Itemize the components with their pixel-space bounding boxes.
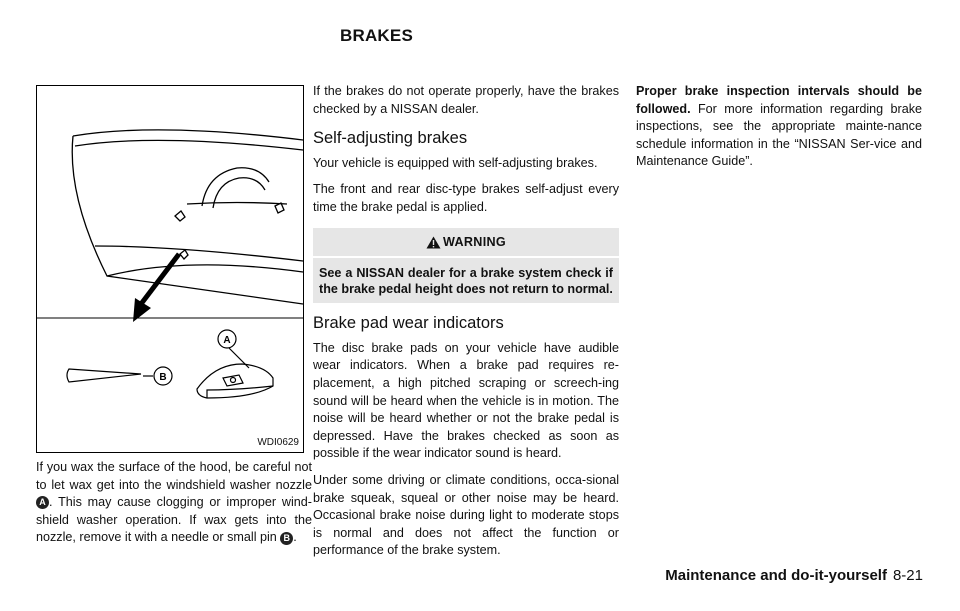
- column-2: [313, 83, 619, 569]
- warning-text: See a NISSAN dealer for a brake system check if the brake pedal height does not return to normal.: [313, 258, 619, 303]
- self-adjusting-paragraph-1: Your vehicle is equipped with self-adjusting brakes.: [313, 155, 598, 170]
- heading-pad-wear: Brake pad wear indicators: [313, 314, 504, 333]
- page-footer: [665, 567, 923, 584]
- inspection-lead: Proper brake inspection intervals should be followed.: [636, 84, 922, 116]
- hood-wax-paragraph: If you wax the surface of the hood, be careful not to let wax get into the windshield washer nozzle A . This may cause clogging or improper wind-shield washer operation. If wax gets into the nozzle, remove it with a needle or small pin B .: [36, 460, 312, 545]
- warning-box: [313, 228, 619, 304]
- chapter-title: Maintenance and do-it-yourself: [665, 567, 887, 584]
- hood-outline: [72, 136, 303, 304]
- pad-wear-paragraph-2: Under some driving or climate conditions, occa-sional brake squeak, squeal or other noise may be heard. Occasional brake noise during light to moderate stops is normal and does not affect the function or performance of the brake system.: [313, 472, 619, 558]
- intro-paragraph: If the brakes do not operate properly, have the brakes checked by a NISSAN dealer.: [313, 84, 619, 116]
- page-number: 8-21: [892, 567, 923, 584]
- callout-a: [218, 330, 236, 348]
- svg-text:A: A: [223, 335, 231, 346]
- washer-nozzle-illustration: [36, 85, 304, 453]
- section-title: BRAKES: [340, 26, 413, 45]
- nozzle-closeup: [197, 348, 273, 398]
- warning-icon: [426, 236, 441, 249]
- nozzle-left: [175, 211, 185, 221]
- warning-title: WARNING: [443, 234, 506, 249]
- needle-drawing: [67, 369, 153, 382]
- self-adjusting-paragraph-2: The front and rear disc-type brakes self-adjust every time the brake pedal is applied.: [313, 182, 619, 214]
- pad-wear-paragraph-1: The disc brake pads on your vehicle have audible wear indicators. When a brake pad requires re-placement, a high pitched scraping or screech-ing sound will be heard when the vehicle is in motion. The noise will be heard whether or not the brake pedal is depressed. Have the brakes checked as soon as possible if the wear indicator sound is heard.: [313, 340, 619, 461]
- arrow-icon: [133, 254, 179, 322]
- callout-b: [154, 367, 172, 385]
- inspection-paragraph: [636, 83, 922, 171]
- svg-text:B: B: [159, 372, 167, 383]
- figure-code: WDI0629: [257, 437, 299, 448]
- heading-self-adjusting: Self-adjusting brakes: [313, 129, 468, 148]
- nozzle-right: [275, 203, 284, 213]
- hood-drawing: [37, 86, 303, 452]
- callout-b-marker: B: [280, 532, 293, 545]
- callout-a-marker: A: [36, 496, 49, 509]
- inspection-text: For more information regarding brake inspections, see the appropriate mainte-nance schedule information in the “NISSAN Ser-vice and Maintenance Guide”.: [636, 101, 922, 169]
